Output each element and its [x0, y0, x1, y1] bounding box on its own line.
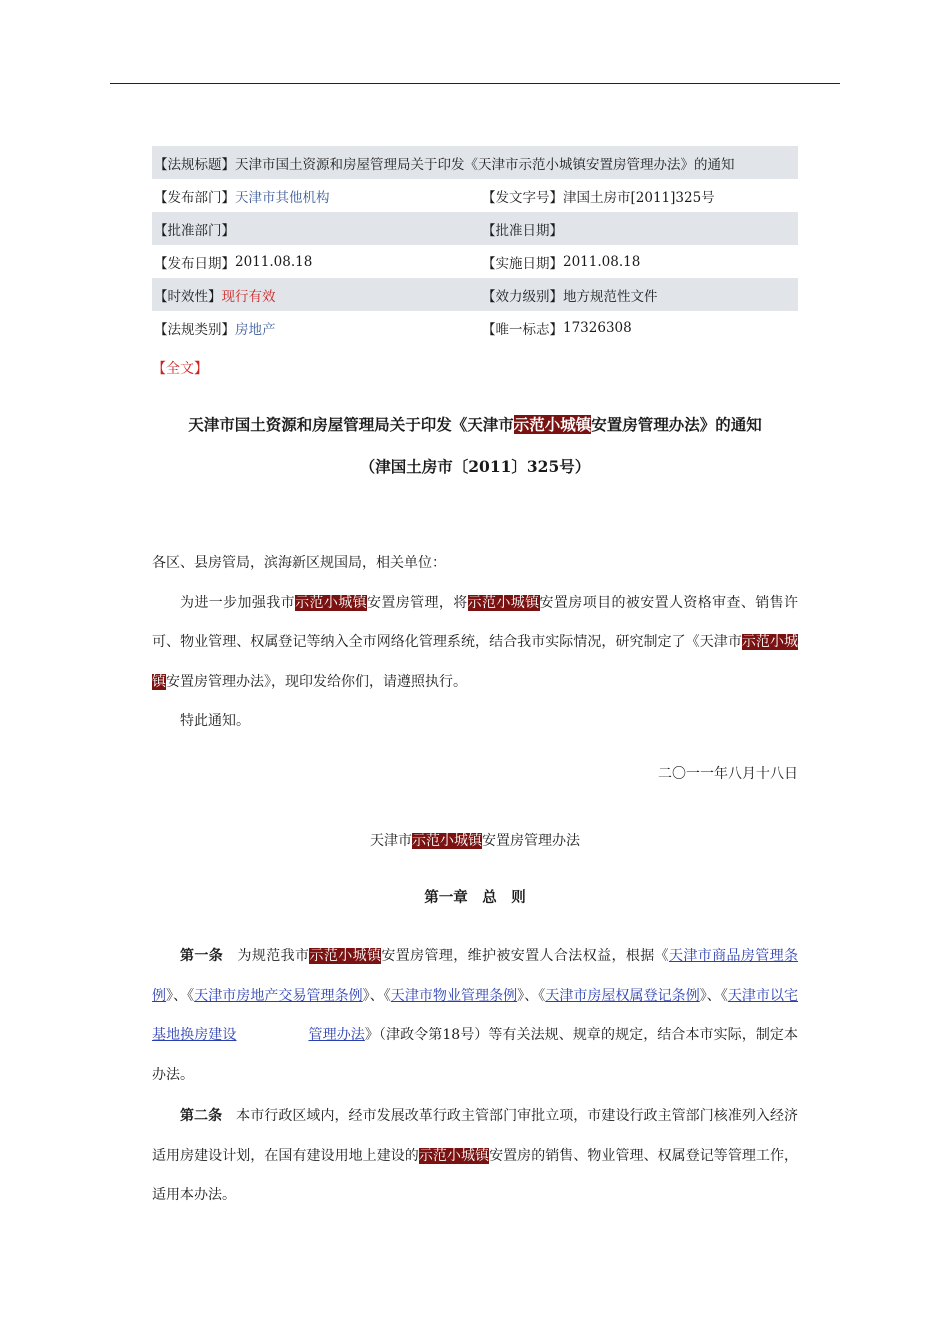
text: 安置房的销售、物业管理、权属登记等管理工作，适用本办法。 — [152, 1147, 799, 1203]
law-link[interactable]: 天津市物业管理条例 — [390, 987, 518, 1004]
notice-body — [152, 544, 798, 742]
closing: 特此通知。 — [180, 713, 250, 729]
text: 》（津政令第18号）等有关法规、规章的规定，结合本市实际，制定本办法。 — [152, 1027, 798, 1083]
keyword-highlight: 示范小城镇 — [309, 948, 382, 964]
keyword-highlight: 示范小城镇 — [152, 634, 799, 690]
meta-category-link[interactable]: 房地产 — [235, 321, 276, 338]
text: 》、《 — [517, 987, 546, 1004]
law-link[interactable]: 天津市商品房管理条例 — [152, 948, 799, 1004]
salutation: 各区、县房管局，滨海新区规国局，相关单位： — [152, 555, 446, 571]
meta-level-value: 地方规范性文件 — [563, 288, 658, 305]
keyword-highlight: 示范小城镇 — [467, 594, 540, 611]
meta-category-label: 【法规类别】 — [154, 321, 235, 338]
meta-row-title — [152, 146, 798, 179]
notice-paragraph — [152, 584, 798, 703]
chapter-heading: 第一章 总 则 — [424, 889, 526, 906]
meta-validity-label: 【时效性】 — [154, 288, 222, 305]
meta-impl-date-label: 【实施日期】 — [482, 255, 563, 272]
meta-row-approve — [152, 212, 798, 245]
meta-pub-date-value: 2011.08.18 — [235, 253, 313, 270]
document-number: （津国土房市〔2011〕325号） — [359, 457, 591, 476]
article-1 — [152, 937, 798, 1095]
law-link[interactable]: 天津市房地产交易管理条例 — [194, 987, 363, 1004]
meta-row-dates — [152, 245, 798, 278]
text: 安置房管理，将 — [366, 594, 468, 611]
document-title — [152, 413, 798, 435]
meta-uid-label: 【唯一标志】 — [482, 321, 563, 338]
measures-title — [152, 827, 798, 855]
metadata-table — [152, 146, 798, 344]
text: 》、《 — [699, 987, 728, 1004]
meta-dept-label: 【发布部门】 — [154, 189, 235, 206]
article-2 — [152, 1097, 798, 1216]
fulltext-label: 【全文】 — [152, 361, 208, 377]
text: 天津市 — [370, 833, 412, 849]
meta-docno-label: 【发文字号】 — [482, 189, 563, 206]
law-link[interactable]: 天津市房屋权属登记条例 — [545, 987, 700, 1004]
meta-row-validity — [152, 278, 798, 311]
header-rule — [110, 83, 840, 84]
meta-row-dept — [152, 179, 798, 212]
title-pre: 天津市国土资源和房屋管理局关于印发《天津市 — [188, 415, 514, 434]
law-link[interactable]: 管理办法 — [308, 1027, 365, 1043]
text: 》、《 — [166, 987, 195, 1004]
keyword-highlight: 示范小城镇 — [295, 594, 367, 611]
meta-pub-date-label: 【发布日期】 — [154, 255, 235, 272]
notice-date: 二〇一一年八月十八日 — [658, 766, 798, 782]
meta-docno-value: 津国土房市[2011]325号 — [563, 189, 715, 206]
meta-uid-value: 17326308 — [563, 319, 632, 336]
meta-title-label: 【法规标题】 — [154, 156, 235, 173]
law-link[interactable]: 天津市以宅基地换房建设 — [152, 987, 799, 1043]
meta-level-label: 【效力级别】 — [482, 288, 563, 305]
meta-impl-date-value: 2011.08.18 — [563, 253, 641, 270]
meta-approve-date-label: 【批准日期】 — [482, 222, 563, 239]
meta-row-category — [152, 311, 798, 344]
article-label: 第一条 — [180, 948, 224, 964]
text: 为进一步加强我市 — [180, 594, 296, 611]
text: 本市行政区域内，经市发展改革行政主管部门审批立项，市建设行政主管部门核准列入经济适用房建设计划，在国有建设用地上建设的 — [152, 1108, 798, 1164]
article-2-paragraph — [152, 1097, 798, 1216]
keyword-highlight: 示范小城镇 — [412, 833, 482, 849]
text: 安置房管理办法》，现印发给你们，请遵照执行。 — [166, 673, 467, 690]
text: 安置房管理，维护被安置人合法权益，根据《 — [381, 948, 669, 964]
keyword-highlight: 示范小城镇 — [513, 415, 592, 434]
meta-dept-link[interactable]: 天津市其他机构 — [235, 189, 330, 206]
text: 安置房项目的被安置人资格审查、销售许可、物业管理、权属登记等纳入全市网络化管理系统，结合我市实际情况，研究制定了《天津市 — [152, 594, 799, 650]
text: 为规范我市 — [237, 948, 310, 964]
meta-approve-dept-label: 【批准部门】 — [154, 222, 235, 239]
meta-title-value: 天津市国土资源和房屋管理局关于印发《天津市示范小城镇安置房管理办法》的通知 — [235, 156, 735, 173]
title-post: 安置房管理办法》的通知 — [591, 415, 762, 434]
text: 安置房管理办法 — [482, 833, 580, 849]
article-label: 第二条 — [180, 1108, 223, 1124]
keyword-highlight: 示范小城镇 — [418, 1147, 490, 1164]
article-1-paragraph — [152, 937, 798, 1095]
text: 》、《 — [362, 987, 391, 1004]
meta-validity-value: 现行有效 — [221, 288, 276, 305]
